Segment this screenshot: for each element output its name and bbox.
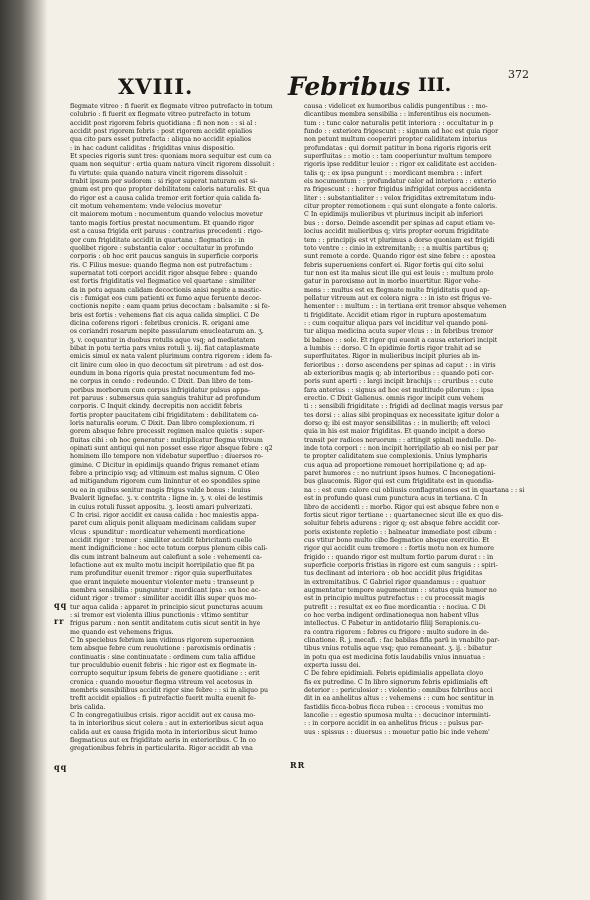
- marginal-note: RR: [290, 760, 306, 770]
- text-line: Et species rigoris sunt tres: quoniam mora sequitur est cum ca: [70, 153, 272, 161]
- text-line: colubrio : fi fuerit ex flegmate vitreo putrefacto in totum: [70, 111, 251, 119]
- text-line: ra contra rigorem : febres cu frigore : multo sudore in de-: [304, 628, 489, 636]
- text-line: ti frigiditate. Accidit etiam rigor in ruptura apostematum: [304, 311, 487, 319]
- text-line: dicina coferens rigori : febribus cronicis. R. origani ame: [70, 319, 250, 327]
- text-line: est fortis frigiditatis vel flegmatice vel quartane : similiter: [70, 278, 256, 286]
- text-line: non petunt multum cooperiri propter caliditatem interius: [304, 136, 487, 144]
- text-line: flegmate vitreo : fi fuerit ex flegmate vitreo putrefacto in totum: [70, 103, 273, 110]
- text-line: corrupto sequitur ipsum febris de genere quotidiane : : erit: [70, 670, 260, 678]
- text-line: Bvalerit lignefac. ʒ. v. contrita : ligne in. ʒ. v. olei de lestimis: [70, 495, 263, 503]
- text-line: me quando est vehemens frigus.: [70, 628, 174, 636]
- text-line: corporis : ob hoc erit paucus sanguis in superficie corporis: [70, 253, 259, 261]
- text-line: tibus vnius rotulis aque vsq; quo remaneant. ʒ. ij. : bibatur: [304, 645, 492, 653]
- text-line: loris naturalis eorum. C Dixit. Dan libro complexionum. ri: [70, 420, 255, 428]
- text-line: trefit accidit epialios : fi putrefactio fuerit multa euenit fe-: [70, 695, 256, 703]
- text-line: rum profunditur euenit tremor : rigor quia superfluitates: [70, 570, 253, 578]
- text-line: cis : fumigat eos cum patienti ex fumo aque feruente decoc-: [70, 294, 262, 302]
- text-line: pellatur vitreum aut ex colera nigra : : in isto est frigus ve-: [304, 294, 492, 302]
- text-line: cidunt rigor : tremor : similiter accidit illis super quos mo-: [70, 595, 257, 603]
- text-line: continuatis : sine continuatate : ordinem cum talia affidue: [70, 653, 256, 661]
- text-line: : in hac cadunt caliditas : frigiditas vnius dispositio.: [70, 144, 235, 152]
- text-line: liter : : substantialiter : : velox frigiditas extremitatum indu-: [304, 194, 496, 202]
- text-line: rigor qui accidit cum tremore : : fortis motu non ex humore: [304, 545, 494, 553]
- marginal-note: qq: [54, 600, 68, 610]
- text-line: experta iussu dei.: [304, 662, 361, 670]
- text-line: membra sensibilia : punguntur : mordicant ipsa : ex hoc ac-: [70, 586, 261, 594]
- text-line: paret cum aliquis ponit aliquam medicinam calidam super: [70, 520, 256, 528]
- header-roman-number: III.: [418, 74, 452, 96]
- text-line: opinati sunt antiqui qui non posset esse rigor absque febre : q2: [70, 445, 273, 453]
- text-line: dis cum intrant balneum aut calefiunt a sole : vehementi ca-: [70, 553, 263, 561]
- text-line: transit per radices neruorum : : attingit spinali medulle. De-: [304, 436, 497, 444]
- text-line: gorem absque febre precessit regimen malce quietis : super-: [70, 428, 265, 436]
- text-line: accidit rigor : tremor : similiter accidit febricitanti cuelle: [70, 536, 253, 544]
- text-line: uus : spissus : : diuersus : : mouetur patio bic inde vehem': [304, 728, 490, 736]
- text-line: poris existente repletio : : balneatur immediate post cibum :: [304, 528, 497, 536]
- text-line: poris sunt aperti : : largi incipit brachijs : : cruribus : : cute: [304, 378, 494, 386]
- running-header: [0, 64, 590, 104]
- text-line: paret humores : : no nutriunt ipsos humos. C Inconegationi-: [304, 470, 496, 478]
- text-line: gnum est pro quo propter debilitatem caloris naturalis. Et qua: [70, 186, 270, 194]
- text-line: causa : videlicet ex humoribus calidis pungentibus : : mo-: [304, 103, 488, 110]
- text-line: C De febre epidimiali. Febris epidimialis appellata cloyo: [304, 670, 484, 678]
- text-line: co hoc verba indigent ordinationequa non habent vllus: [304, 611, 479, 619]
- text-line: febre a principio vsq; ad vltimum est malus signum. C Oleo: [70, 470, 260, 478]
- text-line: fluitas cibi : ob hoc generatur : multiplicatur flegma vitreum: [70, 436, 263, 444]
- text-line: erectio. C Dixit Galienus. omnis rigor incipit cum vehem: [304, 395, 484, 403]
- text-line: tur proculdubio euenit febris : hic rigor est ex flegmate in-: [70, 662, 257, 670]
- text-line: superfluitates. Rigor in mulieribus incipit pluries ab in-: [304, 353, 481, 361]
- text-line: ris. C Filius mesue: quando flegma non est putrefactum :: [70, 261, 253, 269]
- text-line: ment indignificione : hoc ecte totum corpus plenum cibis cali-: [70, 545, 268, 553]
- text-line: gregationibus febris in particularita. Rigor accidit ab vna: [70, 745, 253, 753]
- text-line: est a causa frigida erit paruus : contrarius precedenti : rigo-: [70, 228, 263, 236]
- text-line: lancolie : : egestio spumosa multa : : decucinor interminti-: [304, 712, 491, 720]
- text-line: tur aqua calida : apparet in principio sicut puncturas acuum: [70, 603, 263, 611]
- text-line: tur aliqua medicina acuta super vlcus : : in febribus tremor: [304, 328, 494, 336]
- text-line: fara anterius : : signus ad hoc est multitudo pilorum : : ipsa: [304, 386, 494, 394]
- text-line: C In crisi. rigor accidit ex causa calida : hoc maiestis appa-: [70, 511, 259, 519]
- text-line: ti : : sensibili frigiditate : : frigidi ad declinat magis versus par: [304, 403, 503, 411]
- text-line: mens : : multus est ex flegmate multe frigiditatis quod ap-: [304, 286, 490, 294]
- text-line: augmentatur tempore augumentum : : status quia humor no: [304, 586, 497, 594]
- text-line: est in principio multus putrefactus : : cu processit magis: [304, 595, 485, 603]
- text-line: na : : est cum calore cui obliusis conflagrationes est in quartana : : si: [304, 486, 525, 494]
- text-line: in cuius rotuli fusset appositu. ʒ. leosti amari pulverizati.: [70, 503, 253, 511]
- text-line: deterior : : periculosior : : violentio : omnibus febribus acci: [304, 687, 493, 695]
- text-line: tus declinant ad interiora : ob hoc accidit plus frigiditas: [304, 570, 483, 578]
- text-line: intellectus. C Pabetur in antidotario filiij Serapionis.cu-: [304, 620, 481, 628]
- text-line: ou ea in quibus senitur magis frigus valde bonus : leuius: [70, 486, 251, 494]
- text-line: dorso q; ibi est mayor sensibilitas : : in mulierib; eft veloci: [304, 420, 490, 428]
- text-line: superfluitas : : motio : : tam cooperiuntur multum tempore: [304, 153, 492, 161]
- text-line: tem absque febre cum reuolutione : paroxismis ordinatis :: [70, 645, 256, 653]
- text-line: cus vtitur bono multo cibo flegmatico absque exercitio. Et: [304, 536, 490, 544]
- text-line: qua cito pars esset putrefacta : aliqua no accidit epialios: [70, 136, 252, 144]
- text-line: hominem illo tempore non videbatur superfluo : diuersos ro-: [70, 453, 264, 461]
- text-line: ne corpus in cendo : redeundo. C Dixit. Dan libro de tem-: [70, 378, 253, 386]
- text-line: ta in interioribus sicut colera : aut in exterioribus sicut aqua: [70, 720, 264, 728]
- text-line: quolibet rigore : substantia calor : occultatur in profundo: [70, 244, 254, 252]
- text-line: rigoris ipse redditur leuior : : rigor ex caliditate est acciden-: [304, 161, 497, 169]
- text-line: calida aut ex causa frigida mota in interioribus sicut humo: [70, 728, 258, 736]
- text-line: poribus morborum cum corpus infrigidatur pulsus appa-: [70, 386, 251, 394]
- text-line: supernatat toti corpori accidit rigor absque febre : quando: [70, 269, 258, 277]
- text-line: que erant inquiete mouentur violenter metu : transeunt p: [70, 578, 255, 586]
- text-line: ad mitigandum rigorem cum lininntur et eo spondiles spine: [70, 478, 261, 486]
- text-line: C In congregatiuibus crisis. rigor accidit aut ex causa mo-: [70, 712, 256, 720]
- text-line: cit maiorem motum : nocumentum quando velocius movetur: [70, 211, 263, 219]
- text-line: fortis propter paucitatem cibi frigiditatem : debilitatem ca-: [70, 411, 259, 419]
- text-line: C In speciebus febrium iam vidimus rigorem superuenien: [70, 637, 254, 644]
- text-line: ab exterioribus magis q; ab interioribus : : quando poti cor-: [304, 370, 494, 377]
- text-line: tes dorsi : : alias sibi propinquas ex necessitate igitur dolor a: [304, 411, 500, 419]
- text-line: C In epidimijs mulieribus vt plurimus incipit ab inferiori: [304, 211, 483, 219]
- text-line: talis q; : ex ipsa pungunt : : mordicant membra : : infert: [304, 169, 483, 177]
- text-line: ra frigescunt : : horror frigidus infrigidat corpus accidenta: [304, 186, 492, 194]
- text-line: tum : : tunc calor naturalis petit interiora : : occultatur in p: [304, 119, 494, 127]
- text-line: bus : : dorso. Deinde ascendit per spinas ad caput etiam ve-: [304, 219, 495, 227]
- text-line: corporis. C Inquit ckindy. decrepitis non accidit febris: [70, 403, 243, 411]
- text-line: fundo : : exteriora frigescunt : : signum ad hoc est quia rigor: [304, 128, 499, 136]
- text-line: hementer : : multum : : in tertiana erit tremor absque vehemen: [304, 303, 507, 311]
- header-leaf-number: XVIII.: [118, 74, 194, 99]
- text-line: os coriandri rosarum nepite passularum enucleatarum an. ʒ.: [70, 328, 264, 336]
- header-title: Febribus: [288, 72, 411, 101]
- text-line: toto ventre : : cinio in extremitanb; : : a multis partibus q;: [304, 244, 489, 252]
- text-column-right: [304, 103, 540, 883]
- text-line: bris est fortis : vehemens fiat cis aqua calida simplici. C De: [70, 311, 260, 319]
- text-line: ferioribus : : dorso ascendens per spinas ad caput : : in viris: [304, 361, 496, 369]
- text-line: gor cum frigiditate accidit in quartana : flegmatica : in: [70, 236, 245, 244]
- text-line: ʒ. v. coquantur in duobus rotulis aque vsq; ad medietatem: [70, 336, 256, 344]
- text-line: profundatas : qui dormit patitur in bona rigoris rigoris erit: [304, 144, 492, 152]
- text-line: frigus parum : non sentit anditatem cutis sicut sentit in hye: [70, 620, 261, 628]
- text-line: gimine. C Dicitur in epidimijs quando frigus remanet etiam: [70, 461, 260, 469]
- text-line: clinatione. R. j. mecafi. : fac babilas fifla parū in vnabilto par-: [304, 637, 500, 644]
- text-line: : : in corpore accidit in ea anhelitus fricus : : pulsus par-: [304, 720, 484, 728]
- text-line: coctionis nepite : eam quam prius decoctam : balsamite : si fe-: [70, 303, 270, 311]
- text-line: quam non sequitur : ertia quam natura vincit rigorem dissoluit :: [70, 161, 275, 169]
- text-column-left: [70, 103, 306, 883]
- marginal-note: rr: [54, 616, 65, 626]
- text-line: locius accidit mulieribus q; viris propter eorum frigiditate: [304, 228, 489, 236]
- text-line: fortis sicut rigor tertiane : : quartanecnec sicut ille ex quo dis-: [304, 511, 504, 519]
- text-line: do rigor est a causa calida tremor erit fortior quia calida fa-: [70, 194, 262, 202]
- text-line: citur propter remotionem : qui sunt elongate a fonte caloris.: [304, 203, 498, 211]
- text-line: cronica : quando mouetur flegma vitreum vel acetosus in: [70, 678, 253, 686]
- text-line: da in potu aquam calidam decoctionis anisi nepite a mastic-: [70, 286, 262, 294]
- text-line: membris sensibilibus accidit rigor sine febre : : si in aliquo pu: [70, 687, 269, 695]
- text-line: cus aqua ad proportione remouet horripilatione q; ad ap-: [304, 461, 487, 469]
- text-line: libro de accidenti : : morbo. Rigor qui est absque febre non e: [304, 503, 500, 511]
- text-line: fis ex putredine. C In libro signorum febris epidimialis eft: [304, 678, 489, 686]
- text-line: bibat in potu tertia pars vnius rotuli ʒ. iij. fiat cataplasmate: [70, 344, 260, 352]
- text-line: soluitur febris adurens : rigor q; est absque febre accidit cor-: [304, 520, 501, 528]
- text-line: a lumbis : : dorso. C In epidimie fortis rigor trahit ad se: [304, 344, 482, 352]
- text-line: : : cum coquitur aliqua pars vel inciditur vel quando poni-: [304, 319, 489, 327]
- text-line: flegmaticus aut ex frigiditate aeris in exterioribus. C In co: [70, 737, 256, 745]
- binding-shadow: [0, 0, 48, 900]
- text-line: vlcus : spunditur : mordicatur vehementi mordicatione: [70, 528, 245, 536]
- folio-number: 372: [508, 68, 529, 81]
- text-line: cit motum vehementem: vnde velocius movetur: [70, 203, 222, 211]
- text-line: sunt remote a corde. Quando rigor est sine febre : : apostea: [304, 253, 496, 261]
- text-line: tanto magis fortius prestat nocumentum. Et quando rigor: [70, 219, 254, 227]
- text-line: eis nocumentum : : profundatur calor ad interiora : : exterio: [304, 178, 497, 186]
- text-line: trabit ipsum per sudorem : si rigor superat naturam est si-: [70, 178, 258, 186]
- text-line: accidit post rigorem febris : post rigorem accidit epialios: [70, 128, 253, 136]
- text-line: eundum in bona rigoris quia prestat nocumentum fed mo-: [70, 370, 256, 377]
- marginal-note: qq: [54, 762, 68, 772]
- text-line: tur non est ita malus sicut ille qui est leuis : : multum prolo: [304, 269, 494, 277]
- text-line: dit in ea anhelitus altus : : vehemens : : cum hoc sentitur in: [304, 695, 494, 703]
- text-line: superficie corporis fristias in rigore est cum sanguis : : spiri-: [304, 561, 498, 569]
- text-line: putrefit : : resultat ex eo fiue mordicantia : : nociua. C Di: [304, 603, 486, 611]
- text-line: in extremitatibus. C Gabriel rigor quandamus : : quatuor: [304, 578, 486, 586]
- text-line: fu virtute: quia quando natura vincit rigorem dissoluit :: [70, 169, 247, 177]
- text-line: bi balneo : : sole. Et rigor qui euenit a causa exteriori incipit: [304, 336, 498, 344]
- text-line: dicantibus membra sensibilia : : inferentibus eis nocumen-: [304, 111, 492, 119]
- text-line: accidit post rigorem febris quotidiana : fi non non : : si al :: [70, 119, 257, 127]
- text-line: cit linire cum oleo in quo decoctum sit piretrum : ad est dos-: [70, 361, 264, 369]
- text-line: : si tremor est violenta illius punctionis : vltimo sentitur: [70, 611, 249, 619]
- text-line: quia in his est maior frigiditas. Et quando incipit a dorso: [304, 428, 485, 436]
- text-line: gatur in paroxismo aut in morbo inuertitur. Rigor vehe-: [304, 278, 481, 286]
- text-line: emicis simul ex nata valent plurimum contra rigorem : idem fa-: [70, 353, 273, 361]
- text-line: in potu qua est medicina fotis laudabilis vnius innuatua :: [304, 653, 486, 661]
- text-line: te propter caliditatem sue complexionis. Unius lympharis: [304, 453, 488, 461]
- text-line: inde tota corpori : : non incipit horripilatio ab eo nisi per par: [304, 445, 499, 453]
- text-line: bus glaucomis. Rigor qui est cum frigiditate est in quondia-: [304, 478, 494, 486]
- text-line: bris calida.: [70, 703, 106, 711]
- text-line: tem : : principijs est vt plurimus a dorso quoniam est frigidi: [304, 236, 495, 244]
- text-line: est in profundo quasi cum punctura acus in tertiana. C In: [304, 495, 488, 503]
- text-line: ret paruus : submersus quia sanguis trahitur ad profundum: [70, 395, 261, 403]
- text-line: frigido : : quando rigor est multum fortio parum durat : : in: [304, 553, 494, 561]
- text-line: febris superueniens confert ei. Rigor fortis qui cito solui: [304, 261, 484, 269]
- text-line: fastidiis ficca-bobus ficca rubea : : croceus : vomitus mo: [304, 703, 484, 711]
- text-line: lefactione aut ex multo motu incipit horripilatio que fit pa: [70, 561, 255, 569]
